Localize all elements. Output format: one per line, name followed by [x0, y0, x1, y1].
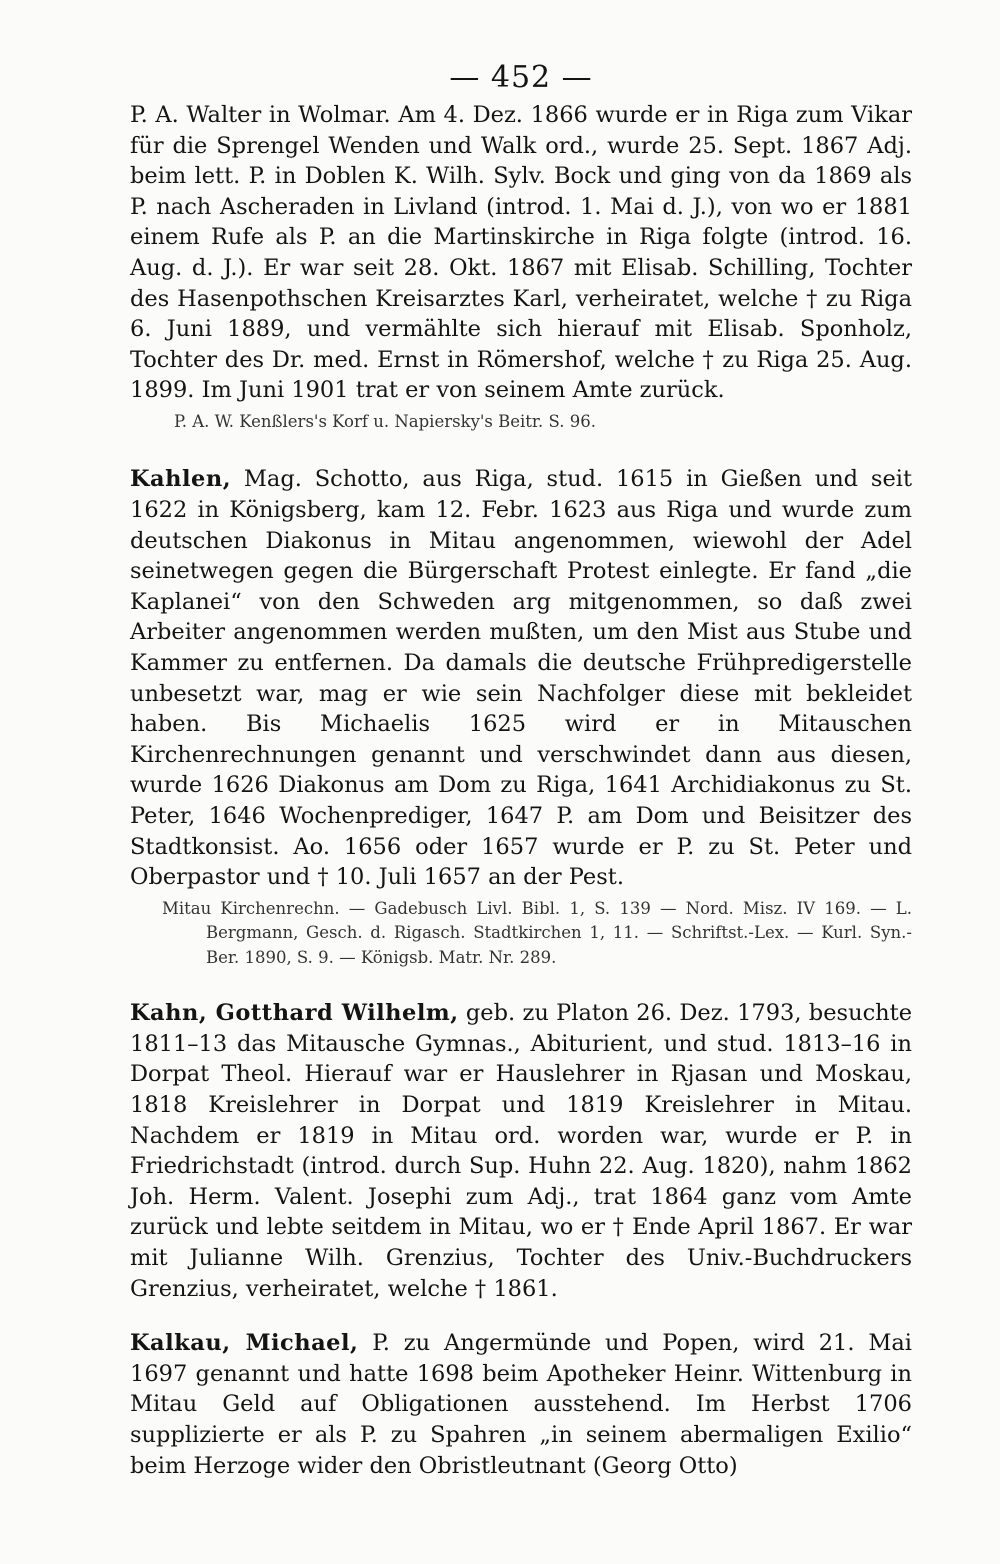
entry-text — [130, 1328, 912, 1481]
document-page — [130, 58, 912, 1481]
entry-body: P. A. Walter in Wolmar. Am 4. Dez. 1866 wurde er in Riga zum Vikar für die Sprengel Wenden und Walk ord., wurde 25. Sept. 1867 Adj. beim lett. P. in Doblen K. Wilh. Sylv. Bock und ging von da 1869 als P. nach Ascheraden in Livland (introd. 1. Mai d. J.), von wo er 1881 einem Rufe als P. an die Martinskirche in Riga folgte (introd. 16. Aug. d. J.). Er war seit 28. Okt. 1867 mit Elisab. Schilling, Tochter des Hasenpothschen Kreisarztes Karl, verheiratet, welche † zu Riga 6. Juni 1889, und vermählte sich hierauf mit Elisab. Sponholz, Tochter des Dr. med. Ernst in Römershof, welche † zu Riga 25. Aug. 1899. Im Juni 1901 trat er von seinem Amte zurück. — [130, 102, 912, 404]
entry-kahlen — [130, 464, 912, 970]
entry-kalkau — [130, 1328, 912, 1481]
entry-headword: Kahlen, — [130, 466, 232, 493]
entry-body: P. zu Angermünde und Popen, wird 21. Mai 1697 genannt und hatte 1698 beim Apotheker Heinr. Wittenburg in Mitau Geld auf Obligationen ausstehend. Im Herbst 1706 supplizierte er als P. zu Spahren „in seinem abermaligen Exilio“ beim Herzoge wider den Obristleutnant (Georg Otto) — [130, 1330, 912, 1479]
entry-text — [130, 998, 912, 1304]
entry-text — [130, 100, 912, 406]
entry-spacer — [130, 970, 912, 998]
entry-source: Mitau Kirchenrechn. — Gadebusch Livl. Bibl. 1, S. 139 — Nord. Misz. IV 169. — L. Bergmann, Gesch. d. Rigasch. Stadtkirchen 1, 11. — Schriftst.-Lex. — Kurl. Syn.-Ber. 1890, S. 9. — Königsb. Matr. Nr. 289. — [162, 898, 912, 967]
entry-text — [130, 464, 912, 892]
entry-headword: Kalkau, Michael, — [130, 1330, 359, 1357]
entry-source: P. A. W. Kenßlers's Korf u. Napiersky's Beitr. S. 96. — [174, 411, 596, 431]
entry-continuation — [130, 100, 912, 434]
page-number: — 452 — — [449, 60, 593, 95]
entry-spacer — [130, 1304, 912, 1328]
entry-body: Mag. Schotto, aus Riga, stud. 1615 in Gießen und seit 1622 in Königsberg, kam 12. Febr. 1623 aus Riga und wurde zum deutschen Diakonus in Mitau angenommen, wiewohl der Adel seinetwegen gegen die Bürgerschaft Protest einlegte. Er fand „die Kaplanei“ von den Schweden arg mitgenommen, so daß zwei Arbeiter angenommen werden mußten, um den Mist aus Stube und Kammer zu entfernen. Da damals die deutsche Frühpredigerstelle unbesetzt war, mag er wie sein Nachfolger diese mit bekleidet haben. Bis Michaelis 1625 wird er in Mitauschen Kirchenrechnungen genannt und verschwindet dann aus diesen, wurde 1626 Diakonus am Dom zu Riga, 1641 Archidiakonus zu St. Peter, 1646 Wochenprediger, 1647 P. am Dom und Beisitzer des Stadtkonsist. Ao. 1656 oder 1657 wurde er P. zu St. Peter und Oberpastor und † 10. Juli 1657 an der Pest. — [130, 466, 912, 891]
entry-spacer — [130, 434, 912, 464]
entry-kahn — [130, 998, 912, 1304]
entry-headword: Kahn, Gotthard Wilhelm, — [130, 1000, 459, 1027]
entry-body: geb. zu Platon 26. Dez. 1793, besuchte 1811–13 das Mitausche Gymnas., Abiturient, und stud. 1813–16 in Dorpat Theol. Hierauf war er Hauslehrer in Rjasan und Moskau, 1818 Kreislehrer in Dorpat und 1819 Kreislehrer in Mitau. Nachdem er 1819 in Mitau ord. worden war, wurde er P. in Friedrichstadt (introd. durch Sup. Huhn 22. Aug. 1820), nahm 1862 Joh. Herm. Valent. Josephi zum Adj., trat 1864 ganz vom Amte zurück und lebte seitdem in Mitau, wo er † Ende April 1867. Er war mit Julianne Wilh. Grenzius, Tochter des Univ.-Buchdruckers Grenzius, verheiratet, welche † 1861. — [130, 1000, 913, 1302]
